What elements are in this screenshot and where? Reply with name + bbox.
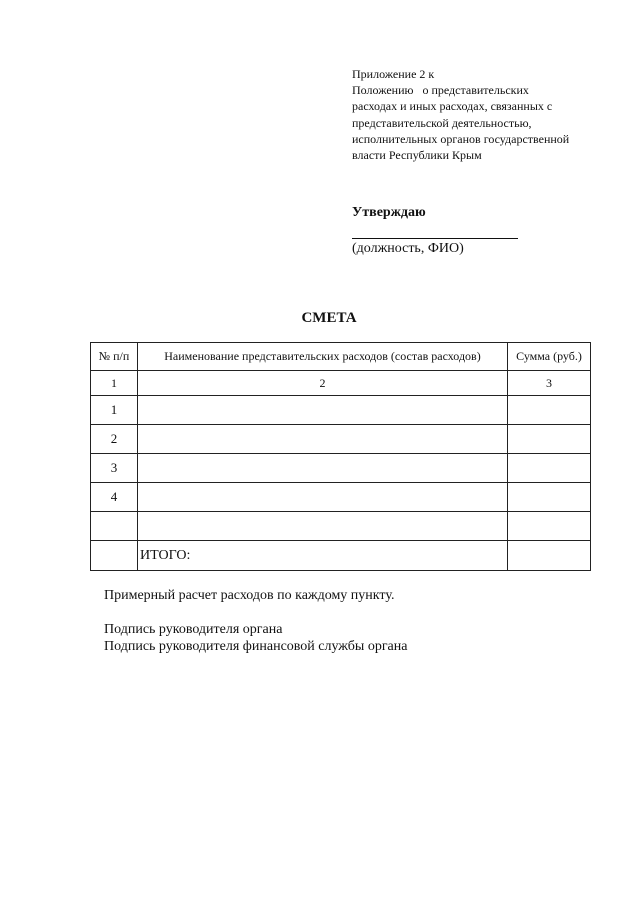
row-name-cell	[138, 396, 508, 425]
column-number-cell: 3	[508, 371, 591, 396]
header-cell-sum: Сумма (руб.)	[508, 343, 591, 371]
table-row	[91, 454, 591, 483]
estimate-table	[90, 342, 591, 571]
signature-finance: Подпись руководителя финансовой службы органа	[104, 639, 408, 654]
calculation-note: Примерный расчет расходов по каждому пункту.	[104, 588, 395, 603]
total-sum-cell	[508, 541, 591, 571]
column-number-cell: 1	[91, 371, 138, 396]
table-total-row	[91, 541, 591, 571]
appendix-line: расходах и иных расходах, связанных с	[352, 99, 553, 114]
row-sum-cell	[508, 396, 591, 425]
row-name-cell	[138, 454, 508, 483]
table-row	[91, 483, 591, 512]
table-row	[91, 512, 591, 541]
row-number-cell: 2	[91, 425, 138, 454]
table-header-row	[91, 343, 591, 371]
appendix-line: Положению о представительских	[352, 83, 529, 98]
row-name-cell	[138, 425, 508, 454]
column-number-cell: 2	[138, 371, 508, 396]
document-title: СМЕТА	[301, 310, 357, 326]
total-label: ИТОГО:	[138, 541, 508, 571]
row-number-cell: 1	[91, 396, 138, 425]
table-row	[91, 425, 591, 454]
approval-title: Утверждаю	[352, 205, 426, 220]
appendix-line: власти Республики Крым	[352, 148, 482, 163]
total-number-cell	[91, 541, 138, 571]
approval-subtitle: (должность, ФИО)	[352, 241, 464, 256]
appendix-block	[352, 66, 602, 163]
appendix-line: Приложение 2 к	[352, 67, 435, 81]
row-name-cell	[138, 512, 508, 541]
appendix-line: представительской деятельностью,	[352, 115, 532, 130]
table-row	[91, 396, 591, 425]
header-cell-number: № п/п	[91, 343, 138, 371]
approval-signature-line	[352, 238, 518, 239]
row-number-cell: 4	[91, 483, 138, 512]
signature-head: Подпись руководителя органа	[104, 622, 283, 637]
appendix-line: исполнительных органов государственной	[352, 131, 570, 146]
header-cell-name: Наименование представительских расходов (состав расходов)	[138, 343, 508, 371]
row-name-cell	[138, 483, 508, 512]
column-number-row	[91, 371, 591, 396]
row-number-cell: 3	[91, 454, 138, 483]
row-sum-cell	[508, 483, 591, 512]
row-sum-cell	[508, 425, 591, 454]
row-sum-cell	[508, 512, 591, 541]
row-sum-cell	[508, 454, 591, 483]
row-number-cell	[91, 512, 138, 541]
